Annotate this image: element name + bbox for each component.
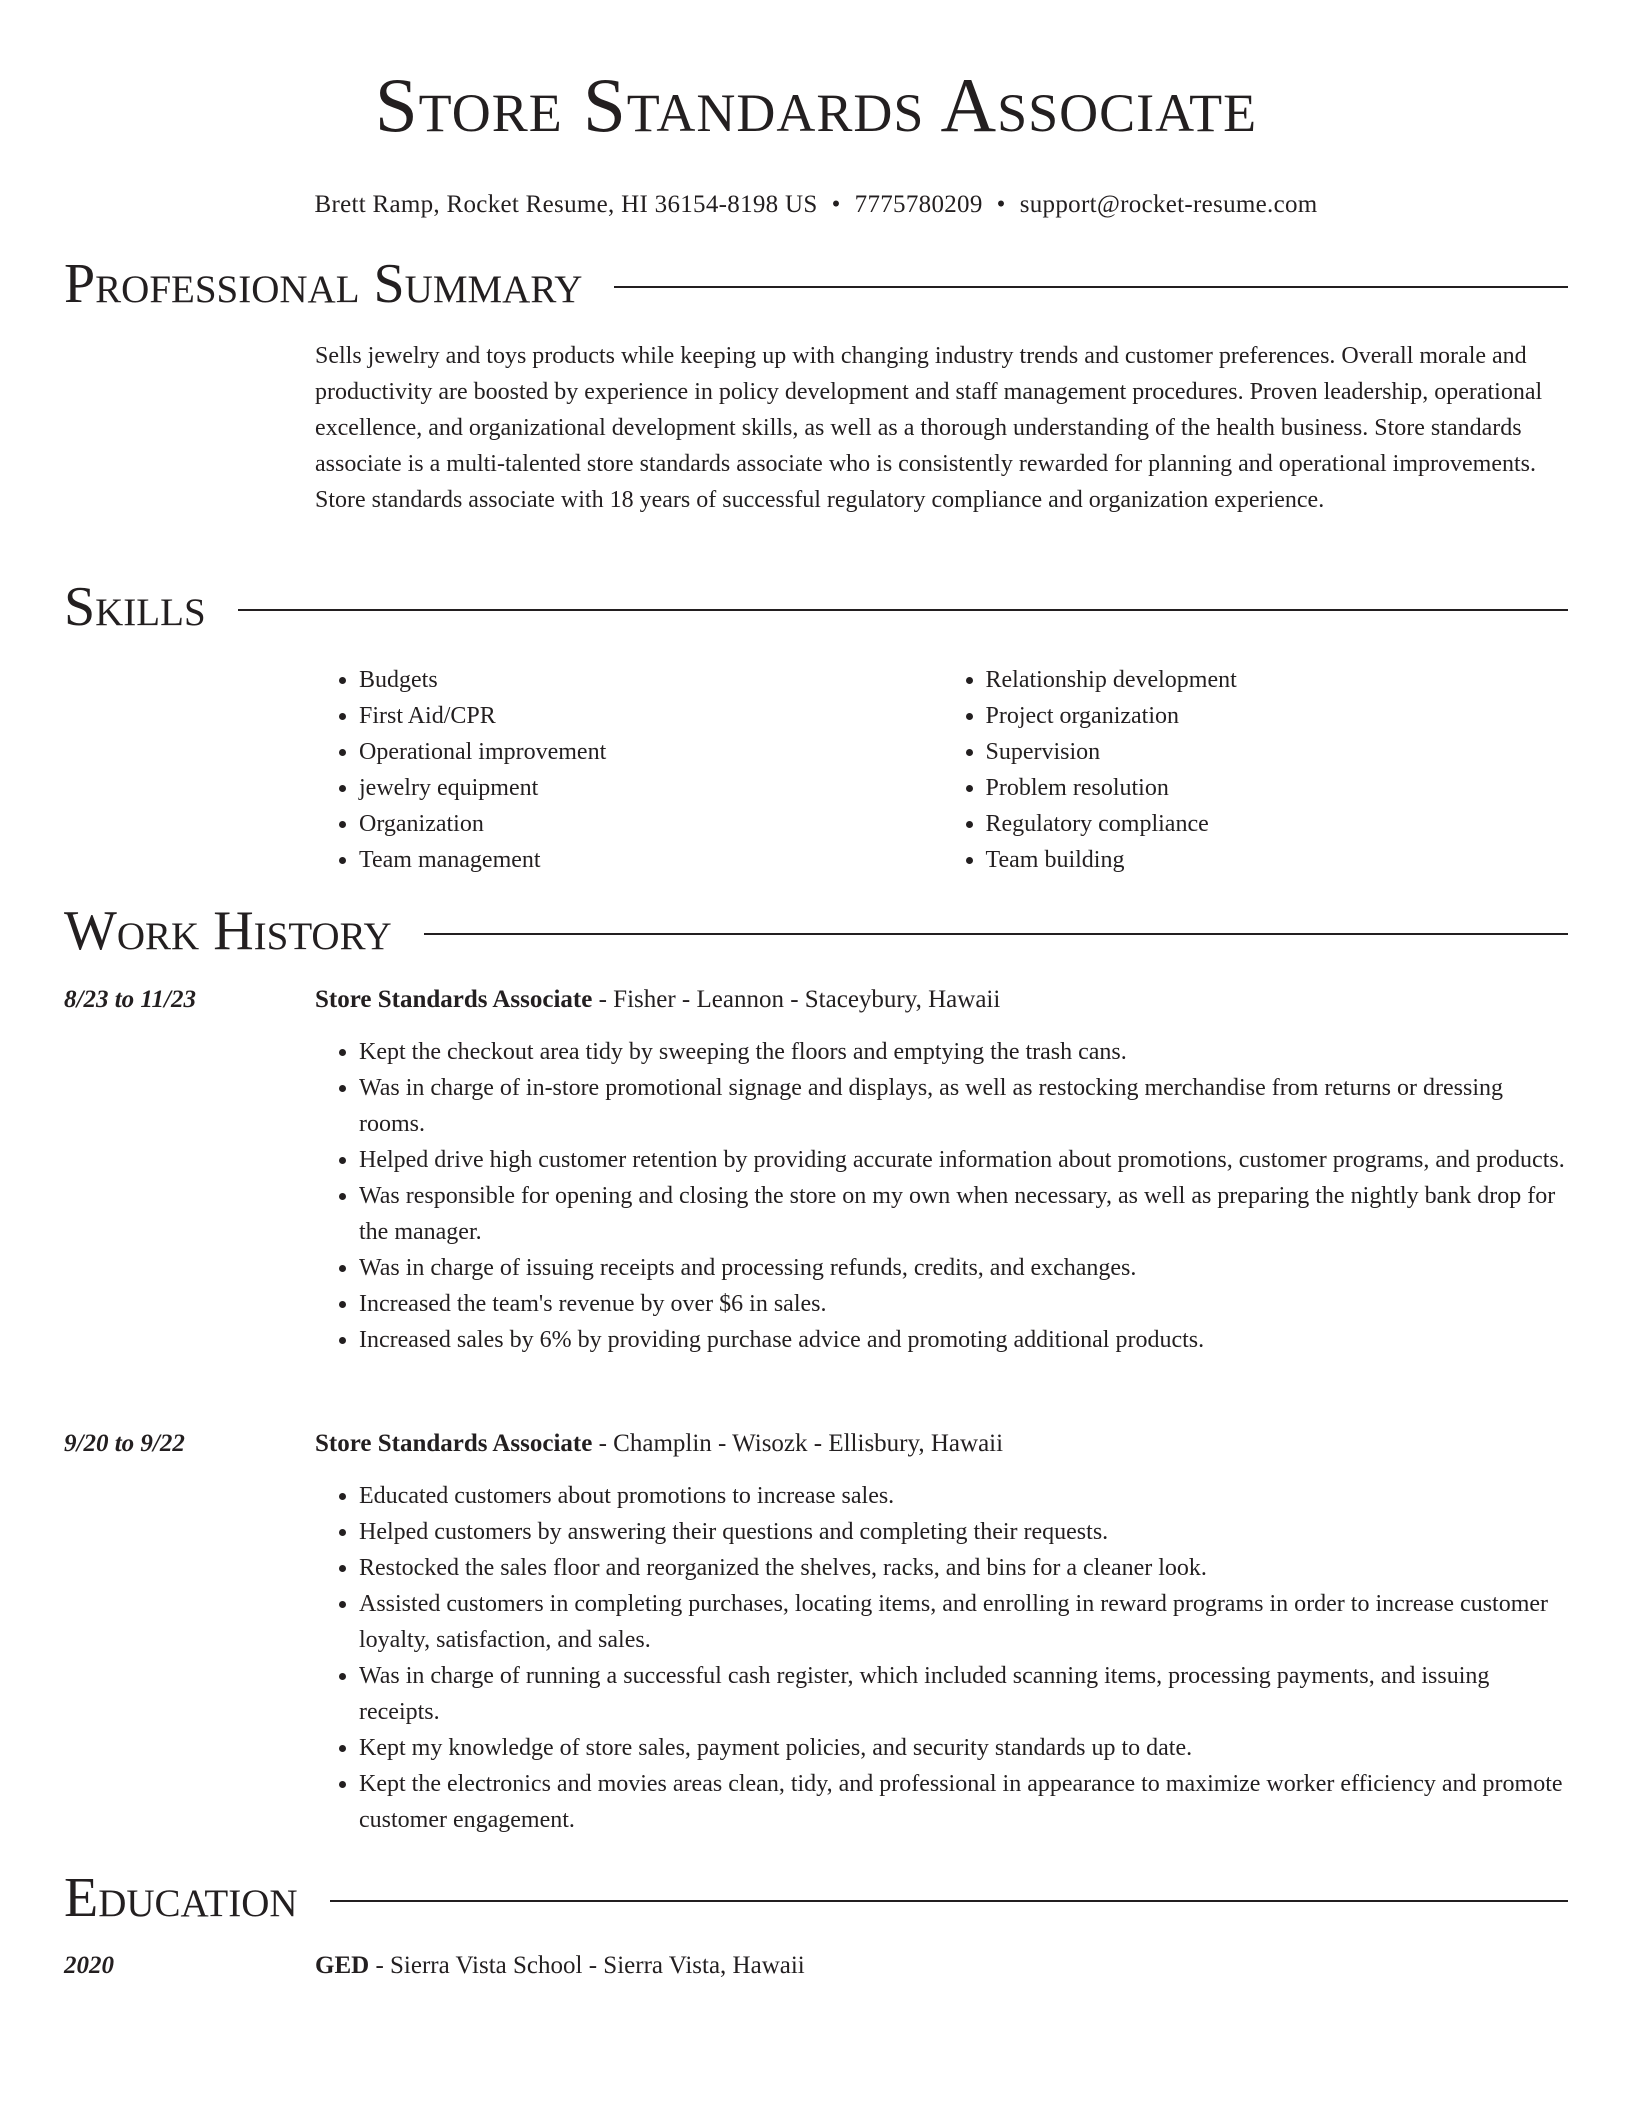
job-bullet: • Kept the checkout area tidy by sweeping the floors and emptying the trash cans. <box>359 1034 1568 1070</box>
job-bullet: • Was in charge of in-store promotional signage and displays, as well as restocking merchandise from returns or dressing rooms. <box>359 1070 1568 1142</box>
education-year: 2020 <box>64 1952 114 1979</box>
contact-separator: • <box>996 191 1006 218</box>
contact-separator: • <box>831 191 841 218</box>
job-bullet: • Educated customers about promotions to increase sales. <box>359 1478 1568 1514</box>
skill-item: • First Aid/CPR <box>359 698 942 734</box>
education-school: - Sierra Vista School - Sierra Vista, Hawaii <box>369 1952 805 1979</box>
job-bullet: • Kept my knowledge of store sales, payment policies, and security standards up to date. <box>359 1730 1568 1766</box>
summary-heading: Professional Summary <box>64 253 583 315</box>
skills-columns <box>315 662 1568 878</box>
job-bullet: • Increased sales by 6% by providing purchase advice and promoting additional products. <box>359 1322 1568 1358</box>
work-section-header <box>64 899 1568 963</box>
skill-item: • Organization <box>359 806 942 842</box>
skill-item: • jewelry equipment <box>359 770 942 806</box>
skill-item: • Operational improvement <box>359 734 942 770</box>
education-heading: Education <box>64 1867 298 1929</box>
skill-item: • Team building <box>986 842 1569 878</box>
contact-email: support@rocket-resume.com <box>1019 191 1318 218</box>
contact-address: Brett Ramp, Rocket Resume, HI 36154-8198 US <box>314 191 818 218</box>
education-section-header <box>64 1866 1568 1930</box>
job-bullet: • Assisted customers in completing purchases, locating items, and enrolling in reward programs in order to increase customer loyalty, satisfaction, and sales. <box>359 1586 1568 1658</box>
job-bullet: • Helped drive high customer retention by providing accurate information about promotions, customer programs, and products. <box>359 1142 1568 1178</box>
job-dates: 8/23 to 11/23 <box>64 986 196 1013</box>
job-bullet: • Kept the electronics and movies areas clean, tidy, and professional in appearance to maximize worker efficiency and promote customer engagement. <box>359 1766 1568 1838</box>
education-degree: GED <box>315 1952 370 1979</box>
work-heading: Work History <box>64 900 392 962</box>
job-bullet: • Restocked the sales floor and reorganized the shelves, racks, and bins for a cleaner look. <box>359 1550 1568 1586</box>
job-entry <box>315 1426 1568 1838</box>
skill-item: • Supervision <box>986 734 1569 770</box>
job-bullet: • Helped customers by answering their questions and completing their requests. <box>359 1514 1568 1550</box>
contact-line <box>64 188 1568 222</box>
skill-item: • Relationship development <box>986 662 1569 698</box>
skill-item: • Budgets <box>359 662 942 698</box>
job-bullet: • Was in charge of issuing receipts and processing refunds, credits, and exchanges. <box>359 1250 1568 1286</box>
summary-section-header <box>64 252 1568 316</box>
section-divider <box>614 286 1568 288</box>
section-divider <box>330 1900 1568 1902</box>
section-divider <box>424 933 1568 935</box>
job-bullet: • Was in charge of running a successful cash register, which included scanning items, processing payments, and issuing receipts. <box>359 1658 1568 1730</box>
skill-item: • Project organization <box>986 698 1569 734</box>
skills-list-right <box>942 662 1569 878</box>
section-divider <box>238 609 1568 611</box>
job-employer: - Fisher - Leannon - Staceybury, Hawaii <box>592 986 1001 1013</box>
education-entry <box>315 1948 1568 1984</box>
summary-text: Sells jewelry and toys products while keeping up with changing industry trends and customer preferences. Overall morale and productivity are boosted by experience in policy development and staff management procedures. Proven leadership, operational excellence, and organizational development skills, as well as a thorough understanding of the health business. Store standards associate is a multi-talented store standards associate who is consistently rewarded for planning and operational improvements. Store standards associate with 18 years of successful regulatory compliance and organization experience. <box>315 343 1543 513</box>
job-bullet-list <box>315 1034 1568 1358</box>
job-entry <box>315 982 1568 1358</box>
skill-item: • Problem resolution <box>986 770 1569 806</box>
job-bullet-list <box>315 1478 1568 1838</box>
job-title: Store Standards Associate <box>315 1430 593 1457</box>
skill-item: • Regulatory compliance <box>986 806 1569 842</box>
resume-name-title: Store Standards Associate <box>374 62 1258 148</box>
job-bullet: • Increased the team's revenue by over $6 in sales. <box>359 1286 1568 1322</box>
job-title-line <box>315 1426 1568 1462</box>
contact-phone: 7775780209 <box>854 191 983 218</box>
skill-item: • Team management <box>359 842 942 878</box>
job-bullet: • Was responsible for opening and closing the store on my own when necessary, as well as preparing the nightly bank drop for the manager. <box>359 1178 1568 1250</box>
job-employer: - Champlin - Wisozk - Ellisbury, Hawaii <box>592 1430 1004 1457</box>
job-dates: 9/20 to 9/22 <box>64 1430 185 1457</box>
resume-page <box>64 0 1568 1979</box>
job-title: Store Standards Associate <box>315 986 593 1013</box>
skills-section-header <box>64 575 1568 639</box>
skills-heading: Skills <box>64 576 206 638</box>
job-title-line <box>315 982 1568 1018</box>
skills-list-left <box>315 662 942 878</box>
